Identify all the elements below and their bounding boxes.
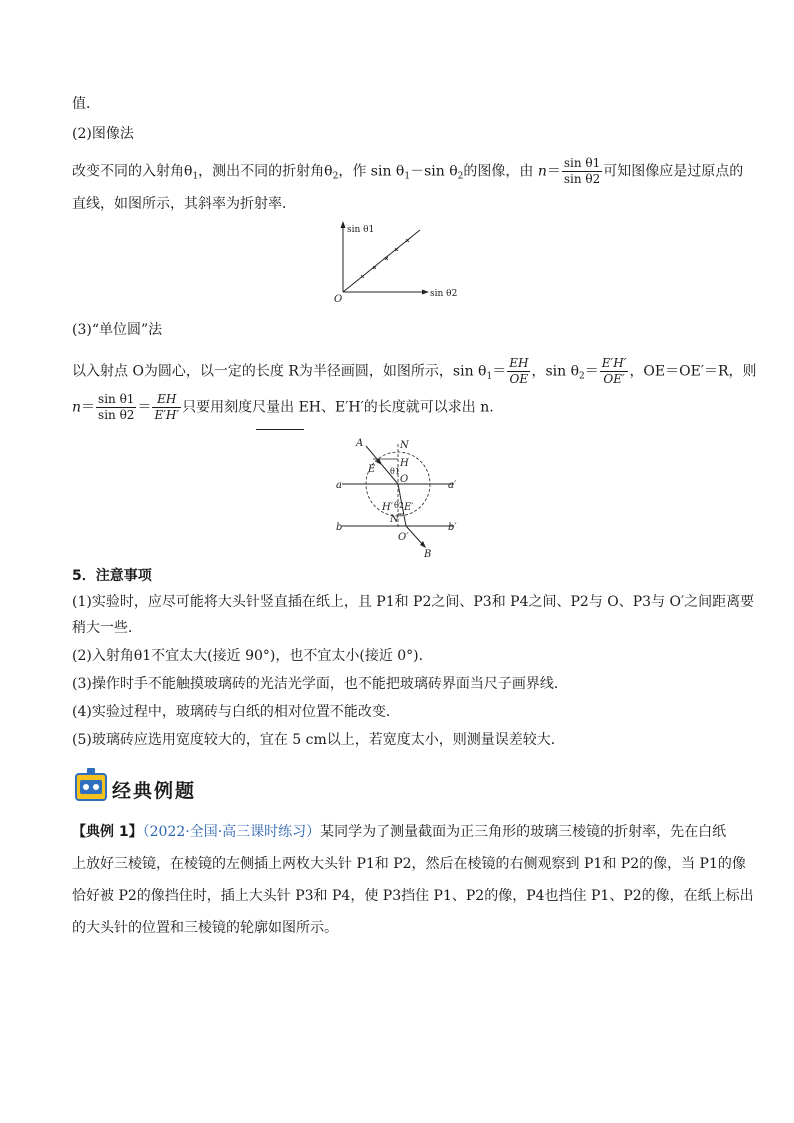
note-item-2: (2)入射角θ1不宜太大(接近 90°)，也不宜太小(接近 0°)． <box>72 648 433 664</box>
label-N-prime: N′ <box>390 514 402 525</box>
example-line-3: 恰好被 P2的像挡住时，插上大头针 P3和 P4，使 P3挡住 P1、P2的像，P4也挡住 P1、P2的像，在纸上标出 <box>72 888 754 904</box>
label-a: a <box>336 480 342 491</box>
example-tag: 【典例 1】 <box>72 824 143 840</box>
label-b: b <box>336 522 343 533</box>
label-E-prime: E′ <box>404 502 414 513</box>
label-H: H <box>400 458 409 469</box>
label-N: N <box>400 440 409 451</box>
note-item-1: (1)实验时，应尽可能将大头针竖直插在纸上，且 P1和 P2之间、P3和 P4之间、P2与 O、P3与 O′之间距离要 <box>72 594 755 610</box>
graph-method-line1: 改变不同的入射角$\theta_1$，测出不同的折射角$\theta_2$，作 $\sin \theta_1-\sin$ $\theta_2$的图像，由 n＝ $\frac{\text{sin θ1}}{\text{sin θ2}}$ 可知图像应是过原点的 <box>72 156 744 186</box>
label-H-prime: H′ <box>382 502 393 513</box>
example-source: （2022·全国·高三课时练习） <box>142 824 321 840</box>
x-axis-label: sin θ2 <box>430 289 458 299</box>
x-axis-arrow <box>422 290 429 295</box>
label-b-prime: b′ <box>448 522 457 533</box>
sin-graph-figure <box>328 218 468 304</box>
note-item-5: (5)玻璃砖应选用宽度较大的，宜在 5 cm以上，若宽度太小，则测量误差较大． <box>72 732 565 748</box>
label-O-prime: O′ <box>398 532 409 543</box>
y-axis-label: sin θ1 <box>347 225 375 235</box>
label-A: A <box>356 438 364 449</box>
decorative-rule <box>256 429 304 430</box>
example-line-4: 的大头针的位置和三棱镜的轮廓如图所示。 <box>72 920 338 936</box>
n-fraction-2: $\frac{EH}{E'H'}$ <box>154 392 180 422</box>
sin2-fraction: $\frac{E'H'}{OE'}$ <box>601 356 627 386</box>
graph-method-title: (2)图像法 <box>72 126 134 142</box>
note-item-4: (4)实验过程中，玻璃砖与白纸的相对位置不能改变． <box>72 704 400 720</box>
label-E: E <box>368 464 376 475</box>
section-heading: 经典例题 <box>112 780 197 802</box>
graph-formula-fraction: $\frac{\text{sin θ1}}{\text{sin θ2}}$ <box>563 156 601 186</box>
label-a-prime: a′ <box>448 480 457 491</box>
example-line-2: 上放好三棱镜，在棱镜的左侧插上两枚大头针 P1和 P2，然后在棱镜的右侧观察到 P1和 P2的像，当 P1的像 <box>72 856 746 872</box>
unit-circle-line1: 以入射点 O为圆心，以一定的长度 R为半径画圆，如图所示，$\sin \theta_1=$ $\frac{EH}{OE}$ ，$\sin \theta_2=$ $\frac{E'H'}{OE'}$ ，OE＝OE′＝R，则 <box>72 356 757 386</box>
note-item-1-cont: 稍大一些． <box>72 620 142 636</box>
unit-circle-title: (3)“单位圆”法 <box>72 322 163 338</box>
sin1-fraction: $\frac{EH}{OE}$ <box>509 356 529 386</box>
book-icon <box>72 766 110 804</box>
unit-circle-line2: n＝ $\frac{\text{sin θ1}}{\text{sin θ2}}$ ＝ $\frac{EH}{E'H'}$ 只要用刻度尺量出 EH、E′H′的长度就可以求出 n. <box>72 392 494 422</box>
label-O: O <box>400 474 409 485</box>
unit-circle-figure <box>334 436 470 558</box>
label-B: B <box>424 549 432 558</box>
note-item-3: (3)操作时手不能触摸玻璃砖的光洁光学面，也不能把玻璃砖界面当尺子画界线． <box>72 676 568 692</box>
y-axis-arrow <box>341 221 346 228</box>
origin-label: O <box>334 294 343 304</box>
example-line-1: 【典例 1】（2022·全国·高三课时练习）某同学为了测量截面为正三角形的玻璃三棱镜的折射率，先在白纸 <box>72 824 727 840</box>
label-theta2: θ2 <box>394 501 404 510</box>
text-line-top: 值． <box>72 96 100 112</box>
label-theta1: θ1 <box>390 467 400 476</box>
exit-ray <box>406 526 424 546</box>
graph-method-line2: 直线，如图所示，其斜率为折射率． <box>72 196 296 212</box>
n-fraction: $\frac{\text{sin θ1}}{\text{sin θ2}}$ <box>98 392 135 422</box>
notes-title: 5．注意事项 <box>72 568 152 584</box>
